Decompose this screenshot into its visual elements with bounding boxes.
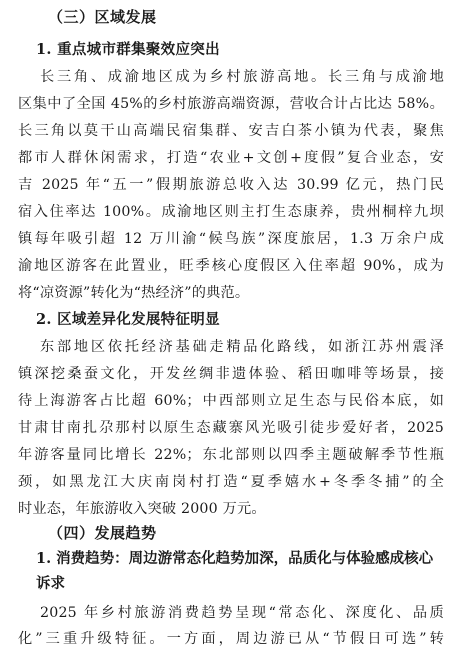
paragraph-line: 都市人群休闲需求，打造“农业+文创+度假”复合业态，安 <box>18 150 444 166</box>
paragraph-line: 时业态，年旅游收入突破 2000 万元。 <box>18 501 266 517</box>
subsection-heading-consumption-trends: 1. 消费趋势：周边游常态化趋势加深，品质化与体验感成核心诉求 <box>36 550 434 592</box>
paragraph-line: 2025 年乡村旅游消费趋势呈现“常态化、深度化、品质 <box>40 605 444 621</box>
paragraph-line: 镇深挖桑蚕文化，开发丝绸非遗体验、稻田咖啡等场景，接 <box>18 366 444 382</box>
section-heading-development-trends: （四）发展趋势 <box>48 524 157 542</box>
paragraph-line: 镇每年吸引超 12 万川渝“候鸟族”深度旅居，1.3 万余户成 <box>18 231 444 247</box>
subsection-heading-city-clusters: 1. 重点城市群集聚效应突出 <box>36 41 220 58</box>
paragraph-line: 长三角以莫干山高端民宿集群、安吉白茶小镇为代表，聚焦 <box>18 123 444 139</box>
paragraph-line: 东部地区依托经济基础走精品化路线，如浙江苏州震泽 <box>40 339 444 355</box>
paragraph-line: 渝地区游客在此置业，旺季核心度假区入住率超 90%，成为 <box>18 258 444 274</box>
paragraph-line: 待上海游客占比超 60%；中西部则立足生态与民俗本底，如 <box>18 393 444 409</box>
paragraph-line: 化”三重升级特征。一方面，周边游已从“节假日可选”转 <box>18 631 444 647</box>
paragraph-line: 将“凉资源”转化为“热经济”的典范。 <box>18 285 250 301</box>
paragraph-line: 宿入住率达 100%。成渝地区则主打生态康养，贵州桐梓九坝 <box>18 204 444 220</box>
paragraph-line: 甘肃甘南扎尕那村以原生态藏寨风光吸引徒步爱好者，2025 <box>18 420 444 436</box>
paragraph-line: 区集中了全国 45%的乡村旅游高端资源，营收合计占比达 58%。 <box>18 96 444 112</box>
paragraph-line: 年游客量同比增长 22%；东北部则以四季主题破解季节性瓶 <box>18 447 444 463</box>
section-heading-regional-development: （三）区域发展 <box>48 8 157 26</box>
paragraph-line: 颈，如黑龙江大庆南岗村打造“夏季嬉水+冬季冬捕”的全 <box>18 474 444 490</box>
paragraph-line: 长三角、成渝地区成为乡村旅游高地。长三角与成渝地 <box>40 69 444 85</box>
paragraph-line: 吉 2025 年“五一”假期旅游总收入达 30.99 亿元，热门民 <box>18 177 444 193</box>
subsection-heading-regional-differences: 2. 区域差异化发展特征明显 <box>36 311 220 328</box>
